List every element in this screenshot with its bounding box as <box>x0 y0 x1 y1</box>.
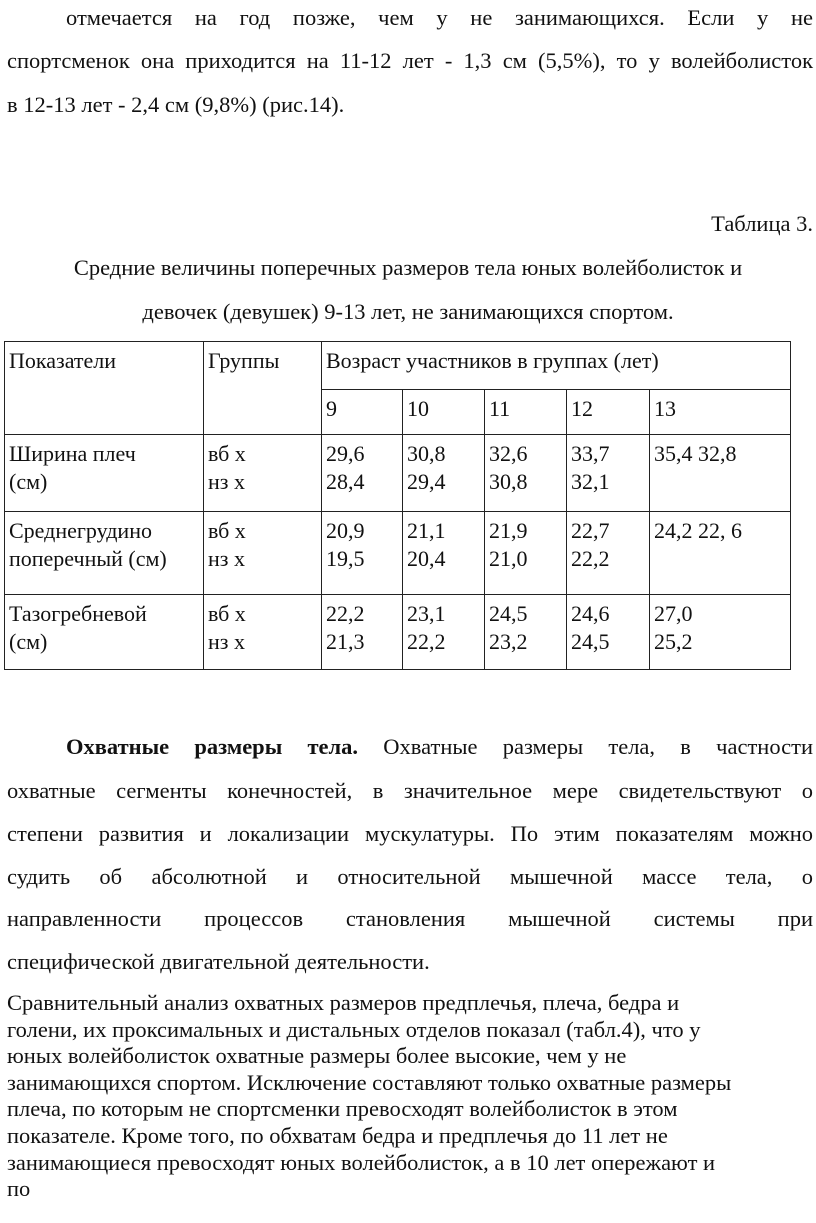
paragraph-line: показателе. Кроме того, по обхватам бедра и предплечья до 11 лет не <box>7 1122 668 1148</box>
row-groups: вб х нз х <box>204 512 322 595</box>
paragraph-line: юных волейболисток охватные размеры более высокие, чем у не <box>7 1043 627 1069</box>
section-line-1: Охватные размеры тела. Охватные размеры тела, в частности <box>66 734 813 759</box>
section-line-4: судить об абсолютной и относительной мышечной массе тела, о <box>7 864 813 889</box>
table-cell: 33,7 32,1 <box>567 435 650 512</box>
row-indicator: Среднегрудино поперечный (см) <box>5 512 204 595</box>
table-cell: 23,1 22,2 <box>403 595 485 670</box>
header-age-12: 12 <box>567 390 650 435</box>
table-cell: 24,2 22, 6 <box>650 512 791 595</box>
table-row <box>5 512 791 595</box>
table-title-line-2: девочек (девушек) 9-13 лет, не занимающихся спортом. <box>142 299 674 324</box>
table-cell: 35,4 32,8 <box>650 435 791 512</box>
table-label: Таблица 3. <box>711 211 813 236</box>
section-line-6: специфической двигательной деятельности. <box>7 949 430 974</box>
header-indicator: Показатели <box>5 342 204 435</box>
row-groups: вб х нз х <box>204 435 322 512</box>
intro-line-1: отмечается на год позже, чем у не занимающихся. Если у не <box>66 5 813 30</box>
table-cell: 24,5 23,2 <box>485 595 567 670</box>
table-row <box>5 595 791 670</box>
header-age-9: 9 <box>322 390 403 435</box>
table-cell: 27,0 25,2 <box>650 595 791 670</box>
section-line-5: направленности процессов становления мышечной системы при <box>7 906 813 931</box>
paragraph-line: занимающихся спортом. Исключение составляют только охватные размеры <box>7 1069 732 1095</box>
section-heading: Охватные размеры тела. <box>66 734 359 759</box>
table-cell: 30,8 29,4 <box>403 435 485 512</box>
table-cell: 24,6 24,5 <box>567 595 650 670</box>
table-cell: 21,1 20,4 <box>403 512 485 595</box>
section-line-3: степени развития и локализации мускулатуры. По этим показателям можно <box>7 821 813 846</box>
row-indicator: Ширина плеч (см) <box>5 435 204 512</box>
header-age-10: 10 <box>403 390 485 435</box>
table-cell: 20,9 19,5 <box>322 512 403 595</box>
paragraph-line: голени, их проксимальных и дистальных отделов показал (табл.4), что у <box>7 1016 701 1042</box>
paragraph-line: по <box>7 1176 31 1202</box>
table-cell: 32,6 30,8 <box>485 435 567 512</box>
table-cell: 29,6 28,4 <box>322 435 403 512</box>
section-line-2: охватные сегменты конечностей, в значительное мере свидетельствуют о <box>7 778 813 803</box>
row-groups: вб х нз х <box>204 595 322 670</box>
table-header-row <box>5 342 791 390</box>
header-age: Возраст участников в группах (лет) <box>322 342 791 390</box>
table-row <box>5 435 791 512</box>
header-age-13: 13 <box>650 390 791 435</box>
paragraph-2 <box>7 990 813 1203</box>
header-age-11: 11 <box>485 390 567 435</box>
table-cell: 22,2 21,3 <box>322 595 403 670</box>
intro-line-3: в 12-13 лет - 2,4 см (9,8%) (рис.14). <box>7 92 345 117</box>
paragraph-line: занимающиеся превосходят юных волейболисток, а в 10 лет опережают и <box>7 1149 716 1175</box>
paragraph-line: Сравнительный анализ охватных размеров предплечья, плеча, бедра и <box>7 990 680 1015</box>
header-groups: Группы <box>204 342 322 435</box>
paragraph-line: плеча, по которым не спортсменки превосходят волейболисток в этом <box>7 1096 678 1122</box>
table-title-line-1: Средние величины поперечных размеров тела юных волейболисток и <box>73 255 743 280</box>
data-table <box>4 341 791 670</box>
intro-line-2: спортсменок она приходится на 11-12 лет - 1,3 см (5,5%), то у волейболисток <box>7 48 813 73</box>
table-cell: 21,9 21,0 <box>485 512 567 595</box>
row-indicator: Тазогребневой (см) <box>5 595 204 670</box>
table-cell: 22,7 22,2 <box>567 512 650 595</box>
